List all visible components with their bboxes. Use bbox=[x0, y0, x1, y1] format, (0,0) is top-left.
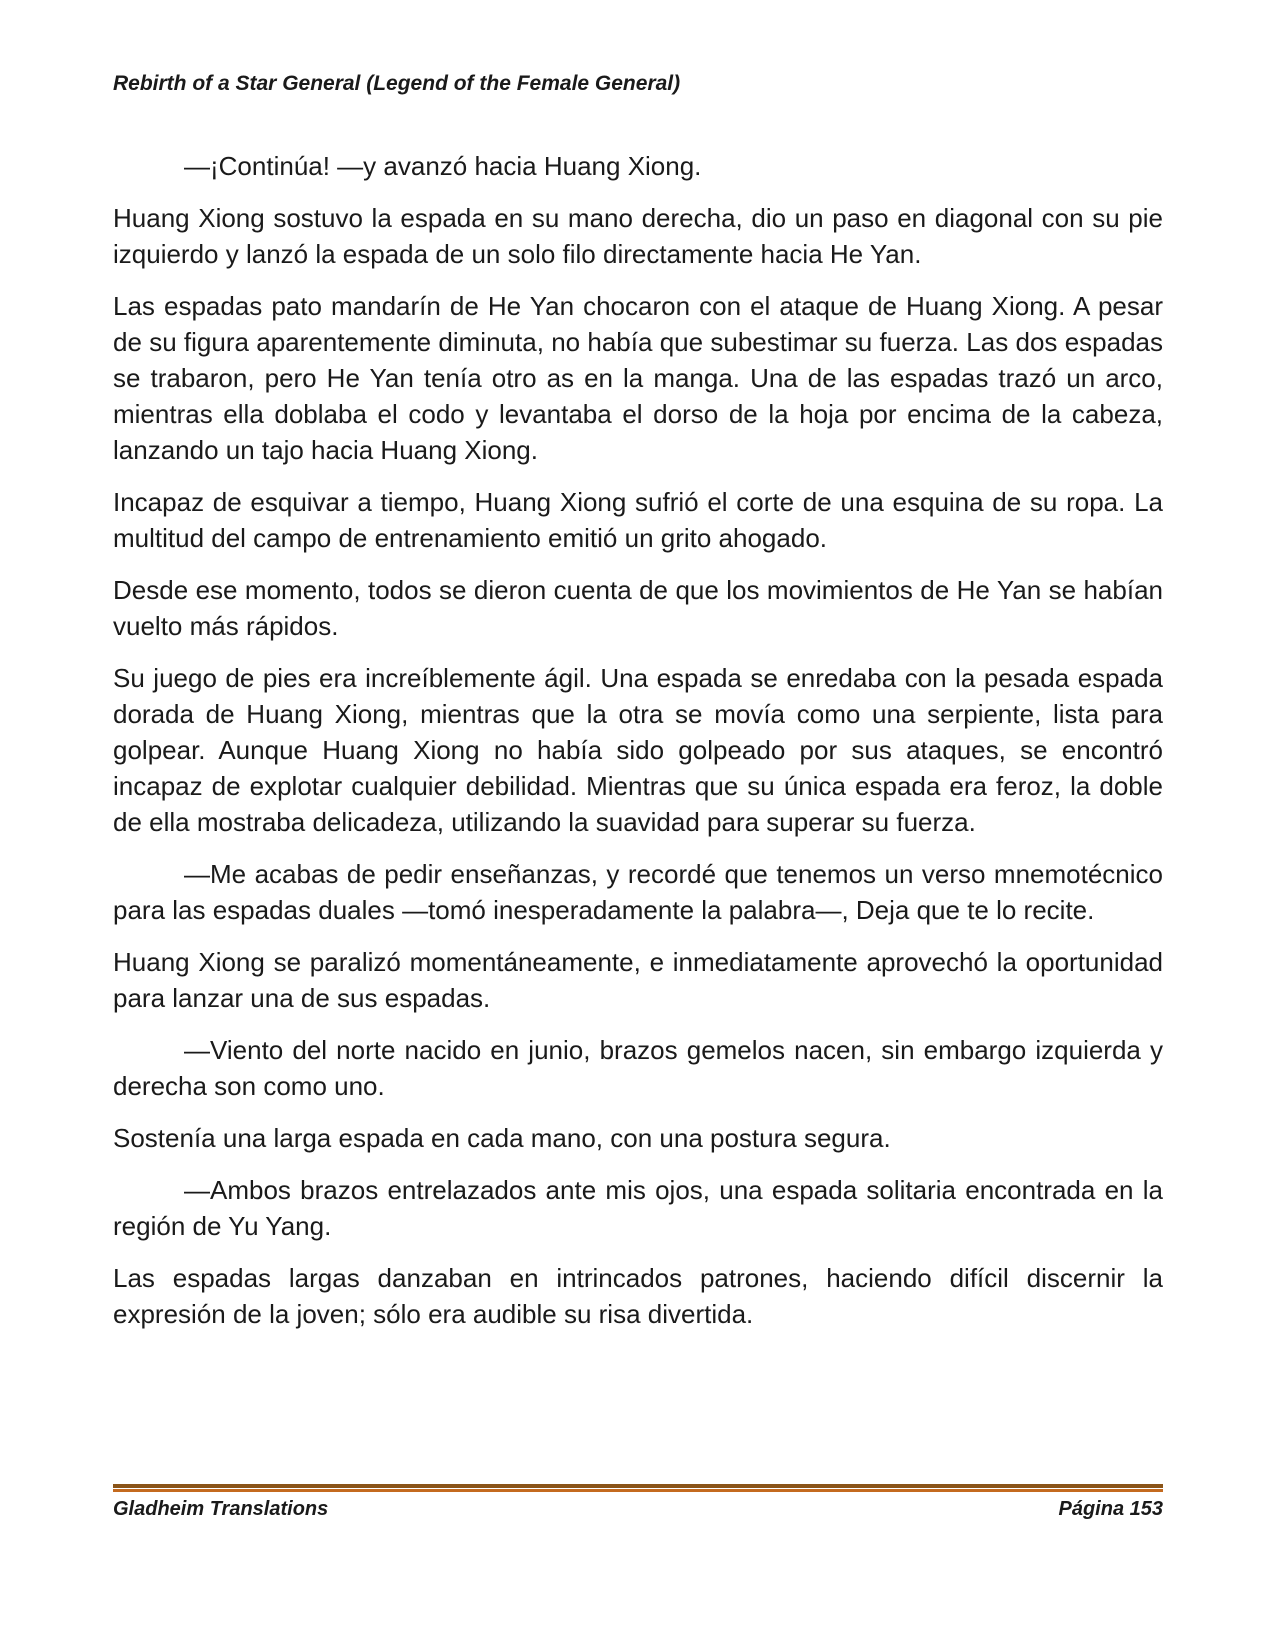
paragraph: Desde ese momento, todos se dieron cuenta de que los movimientos de He Yan se habían vuelto más rápidos. bbox=[113, 575, 1163, 641]
paragraph: Las espadas largas danzaban en intrincados patrones, haciendo difícil discernir la expresión de la joven; sólo era audible su risa divertida. bbox=[113, 1263, 1163, 1329]
paragraph: Las espadas pato mandarín de He Yan chocaron con el ataque de Huang Xiong. A pesar de su figura aparentemente diminuta, no había que subestimar su fuerza. Las dos espadas se trabaron, pero He Yan tenía otro as en la manga. Una de las espadas trazó un arco, mientras ella doblaba el codo y levantaba el dorso de la hoja por encima de la cabeza, lanzando un tajo hacia Huang Xiong. bbox=[113, 291, 1163, 465]
footer-publisher: Gladheim Translations bbox=[113, 1498, 329, 1520]
footer-divider bbox=[113, 1484, 1163, 1493]
footer-page-number: Página 153 bbox=[1058, 1498, 1163, 1520]
paragraph: —Me acabas de pedir enseñanzas, y recordé que tenemos un verso mnemotécnico para las espadas duales —tomó inesperadamente la palabra—, Deja que te lo recite. bbox=[113, 859, 1163, 925]
footer-divider-dark bbox=[113, 1484, 1163, 1488]
paragraph: —Ambos brazos entrelazados ante mis ojos, una espada solitaria encontrada en la región de Yu Yang. bbox=[113, 1175, 1163, 1241]
footer-divider-light bbox=[113, 1489, 1163, 1492]
page-header-title: Rebirth of a Star General (Legend of the Female General) bbox=[113, 72, 681, 95]
paragraph: Huang Xiong se paralizó momentáneamente, e inmediatamente aprovechó la oportunidad para lanzar una de sus espadas. bbox=[113, 947, 1163, 1013]
paragraph: Sostenía una larga espada en cada mano, con una postura segura. bbox=[113, 1123, 891, 1153]
paragraph: —¡Continúa! —y avanzó hacia Huang Xiong. bbox=[184, 151, 702, 181]
paragraph: Su juego de pies era increíblemente ágil. Una espada se enredaba con la pesada espada dorada de Huang Xiong, mientras que la otra se movía como una serpiente, lista para golpear. Aunque Huang Xiong no había sido golpeado por sus ataques, se encontró incapaz de explotar cualquier debilidad. Mientras que su única espada era feroz, la doble de ella mostraba delicadeza, utilizando la suavidad para superar su fuerza. bbox=[113, 663, 1163, 837]
paragraph: Huang Xiong sostuvo la espada en su mano derecha, dio un paso en diagonal con su pie izquierdo y lanzó la espada de un solo filo directamente hacia He Yan. bbox=[113, 203, 1163, 269]
paragraph: Incapaz de esquivar a tiempo, Huang Xiong sufrió el corte de una esquina de su ropa. La multitud del campo de entrenamiento emitió un grito ahogado. bbox=[113, 487, 1163, 553]
body-text bbox=[113, 148, 1163, 1348]
paragraph: —Viento del norte nacido en junio, brazos gemelos nacen, sin embargo izquierda y derecha son como uno. bbox=[113, 1035, 1163, 1101]
